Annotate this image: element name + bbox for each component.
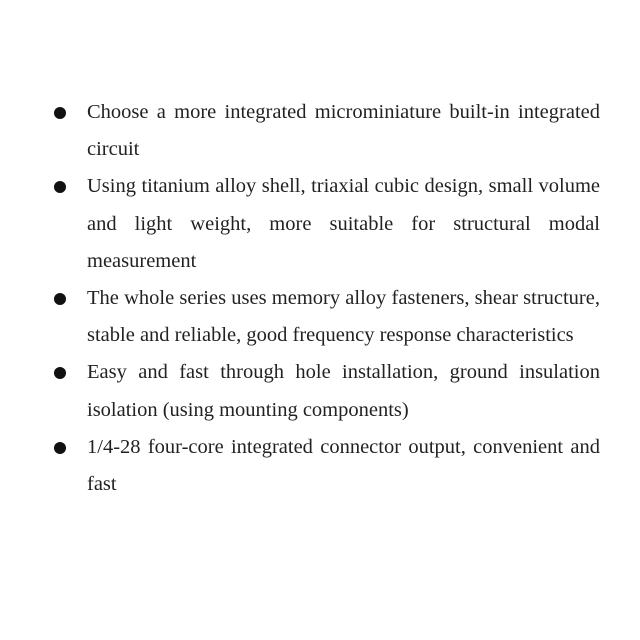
feature-text: Using titanium alloy shell, triaxial cubic design, small volume and light weight, more suitable for structural modal measurement bbox=[87, 175, 600, 272]
bullet-icon bbox=[54, 181, 66, 193]
feature-text: Choose a more integrated microminiature built-in integrated circuit bbox=[87, 101, 600, 161]
feature-text: Easy and fast through hole installation, ground insulation isolation (using mounting components) bbox=[87, 361, 600, 421]
feature-item-memory-alloy bbox=[48, 280, 600, 354]
bullet-icon bbox=[54, 107, 66, 119]
feature-text: 1/4-28 four-core integrated connector output, convenient and fast bbox=[87, 435, 600, 496]
feature-item-connector bbox=[48, 429, 600, 503]
feature-text: The whole series uses memory alloy fasteners, shear structure, stable and reliable, good frequency response characteristics bbox=[87, 287, 600, 347]
feature-list bbox=[48, 94, 600, 503]
bullet-icon bbox=[54, 293, 66, 305]
bullet-icon bbox=[54, 442, 66, 454]
feature-item-titanium-shell bbox=[48, 168, 600, 280]
bullet-icon bbox=[54, 367, 66, 379]
feature-item-installation bbox=[48, 354, 600, 428]
feature-item-integrated-circuit bbox=[48, 94, 600, 168]
